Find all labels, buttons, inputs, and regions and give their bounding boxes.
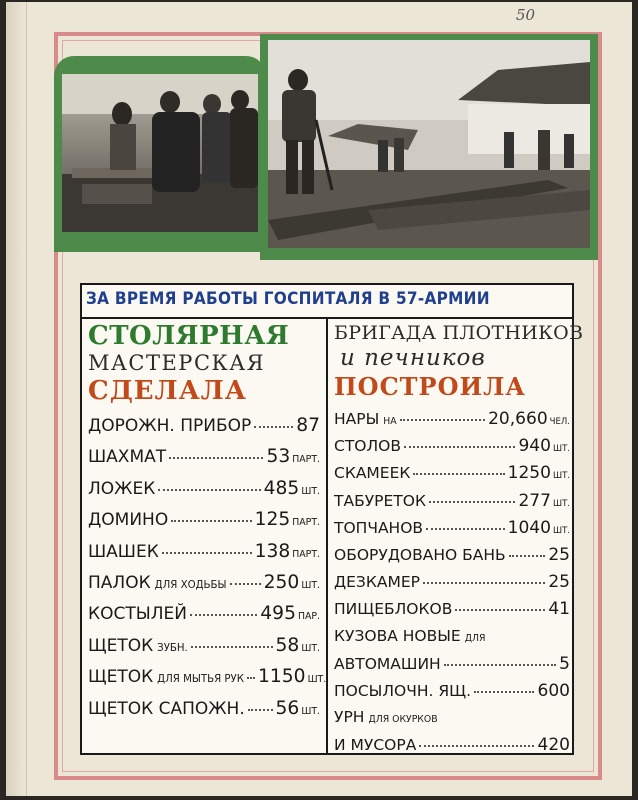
carpentry-item-value: 1150 <box>258 666 306 688</box>
carpentry-item-value: 58 <box>275 634 300 656</box>
builders-item-unit: ЧЕЛ. <box>549 417 570 427</box>
builders-item-name: АВТОМАШИН <box>334 654 441 673</box>
carpentry-item-name: ЩЕТОК САПОЖН. <box>88 698 245 719</box>
carpentry-row <box>88 603 320 634</box>
carpentry-item-name: ДОРОЖН. ПРИБОР <box>88 416 252 436</box>
carpentry-leader-dots <box>171 520 251 522</box>
carpentry-title-3: СДЕЛАЛА <box>88 376 247 406</box>
carpentry-item-unit: ШТ. <box>307 674 327 686</box>
header-band <box>82 285 572 319</box>
carpentry-row <box>88 572 320 603</box>
photo-mat-right <box>260 34 598 260</box>
builders-row <box>334 681 570 708</box>
carpentry-item-name: КОСТЫЛЕЙ <box>88 604 187 625</box>
carpentry-row <box>88 541 320 572</box>
carpentry-item-note: ДЛЯ МЫТЬЯ РУК <box>157 674 244 686</box>
carpentry-leader-dots <box>254 426 293 428</box>
carpentry-item-unit: ШТ. <box>301 485 320 497</box>
builders-item-name: СКАМЕЕК <box>334 464 411 483</box>
builders-item-name: ОБОРУДОВАНО БАНЬ <box>334 545 506 564</box>
carpentry-leader-dots <box>248 709 273 711</box>
carpentry-row <box>88 635 320 666</box>
carpentry-item-value: 495 <box>260 603 296 625</box>
builders-item-note: НА <box>383 416 397 427</box>
carpentry-item-value: 125 <box>254 509 291 531</box>
carpentry-item-unit: ПАРТ. <box>292 517 320 529</box>
builders-item-unit: ШТ. <box>552 498 570 509</box>
carpentry-item-unit: ШТ. <box>301 642 320 654</box>
builders-leader-dots <box>429 501 516 503</box>
builders-item-value: 5 <box>559 653 570 674</box>
builders-items <box>334 409 570 762</box>
builders-leader-dots <box>404 446 515 448</box>
builders-item-unit: ШТ. <box>552 525 570 536</box>
carpentry-item-value: 87 <box>296 415 320 436</box>
builders-row <box>334 545 570 572</box>
carpentry-item-unit: ПАРТ. <box>292 548 320 560</box>
carpentry-item-name: ШАХМАТ <box>88 447 167 468</box>
builders-item-value: 277 <box>518 490 551 511</box>
page-binding-edge <box>6 2 27 796</box>
photo-construction-site <box>268 40 590 248</box>
photo-mat-left <box>54 56 266 252</box>
column-divider <box>326 317 328 753</box>
builders-title-3: ПОСТРОИЛА <box>334 372 526 401</box>
builders-row <box>334 599 570 626</box>
builders-leader-dots <box>474 691 534 693</box>
builders-item-value: 940 <box>518 436 551 457</box>
carpentry-item-unit: ПАРТ. <box>292 454 320 466</box>
builders-item-value: 600 <box>537 680 570 701</box>
carpentry-item-name: ЩЕТОК <box>88 635 154 656</box>
builders-title-2: и печников <box>340 345 486 371</box>
builders-item-name: ПИЩЕБЛОКОВ <box>334 600 453 619</box>
carpentry-column <box>88 321 327 719</box>
carpentry-item-name: ДОМИНО <box>88 510 169 531</box>
builders-item-name: ДЕЗКАМЕР <box>334 573 420 592</box>
builders-item-value: 41 <box>548 599 570 620</box>
builders-item-value: 1040 <box>507 517 551 538</box>
carpentry-item-note: ДЛЯ ХОДЬБЫ <box>154 579 227 591</box>
builders-item-unit: ШТ. <box>552 471 570 482</box>
carpentry-item-name: ШАШЕК <box>88 541 159 562</box>
carpentry-item-unit: ШТ. <box>301 579 320 591</box>
statistics-board <box>80 283 584 756</box>
carpentry-item-value: 138 <box>254 540 291 562</box>
carpentry-item-value: 53 <box>266 446 291 468</box>
carpentry-items <box>88 415 327 729</box>
builders-item-note: ДЛЯ ОКУРКОВ <box>368 714 438 726</box>
carpentry-item-unit: ШТ. <box>301 705 320 717</box>
builders-row <box>334 518 570 545</box>
carpentry-item-value: 250 <box>263 571 300 593</box>
carpentry-row <box>88 478 320 509</box>
builders-item-name: ТАБУРЕТОК <box>334 491 426 510</box>
builders-leader-dots <box>413 473 504 475</box>
carpentry-leader-dots <box>158 489 260 491</box>
carpentry-leader-dots <box>247 677 255 679</box>
builders-row <box>334 708 570 735</box>
carpentry-title-1: СТОЛЯРНАЯ <box>88 321 290 351</box>
builders-item-value: 20,660 <box>488 409 548 429</box>
carpentry-row <box>88 415 320 446</box>
builders-row <box>334 627 570 654</box>
builders-leader-dots <box>444 664 556 666</box>
carpentry-leader-dots <box>191 646 273 648</box>
builders-leader-dots <box>426 528 505 530</box>
builders-row <box>334 491 570 518</box>
builders-row <box>334 409 570 436</box>
builders-item-name: И МУСОРА <box>334 736 417 755</box>
builders-column <box>334 321 584 756</box>
builders-item-value: 25 <box>548 572 570 593</box>
carpentry-title-2: МАСТЕРСКАЯ <box>88 351 266 375</box>
builders-item-unit: ШТ. <box>552 444 570 455</box>
builders-item-name: КУЗОВА НОВЫЕ <box>334 626 461 645</box>
builders-leader-dots <box>423 582 545 584</box>
builders-item-name: ПОСЫЛОЧН. ЯЩ. <box>334 681 471 700</box>
builders-item-note: ДЛЯ <box>464 632 486 644</box>
builders-title-1: БРИГАДА ПЛОТНИКОВ <box>334 322 584 344</box>
builders-item-name: ТОПЧАНОВ <box>334 518 424 537</box>
builders-row <box>334 436 570 463</box>
builders-item-name: НАРЫ <box>334 410 380 428</box>
builders-item-value: 420 <box>537 735 570 756</box>
carpentry-item-name: ЩЕТОК <box>88 667 154 688</box>
builders-row <box>334 463 570 490</box>
builders-row <box>334 735 570 762</box>
builders-row <box>334 572 570 599</box>
builders-item-name: СТОЛОВ <box>334 437 401 456</box>
builders-item-value: 25 <box>548 544 570 565</box>
photo-carpentry-workshop <box>62 74 258 232</box>
builders-item-value: 1250 <box>507 463 551 484</box>
carpentry-item-value: 485 <box>263 477 300 499</box>
carpentry-item-value: 56 <box>275 697 300 719</box>
carpentry-item-unit: ПАР. <box>297 611 320 623</box>
carpentry-item-name: ПАЛОК <box>88 572 151 593</box>
board-header: ЗА ВРЕМЯ РАБОТЫ ГОСПИТАЛЯ В 57-АРМИИ <box>86 289 490 309</box>
carpentry-leader-dots <box>169 457 263 459</box>
carpentry-row <box>88 666 327 697</box>
carpentry-leader-dots <box>230 583 261 585</box>
carpentry-row <box>88 698 320 729</box>
builders-leader-dots <box>419 745 534 747</box>
carpentry-leader-dots <box>190 614 257 616</box>
carpentry-item-note: ЗУБН. <box>157 642 188 654</box>
page-number: 50 <box>516 6 536 24</box>
carpentry-leader-dots <box>162 552 252 554</box>
carpentry-row <box>88 509 320 540</box>
builders-leader-dots <box>509 555 546 557</box>
builders-item-name: УРН <box>334 708 365 727</box>
carpentry-row <box>88 446 320 477</box>
builders-row <box>334 654 570 681</box>
builders-leader-dots <box>400 419 485 421</box>
carpentry-item-name: ЛОЖЕК <box>88 478 156 499</box>
builders-leader-dots <box>455 609 545 611</box>
